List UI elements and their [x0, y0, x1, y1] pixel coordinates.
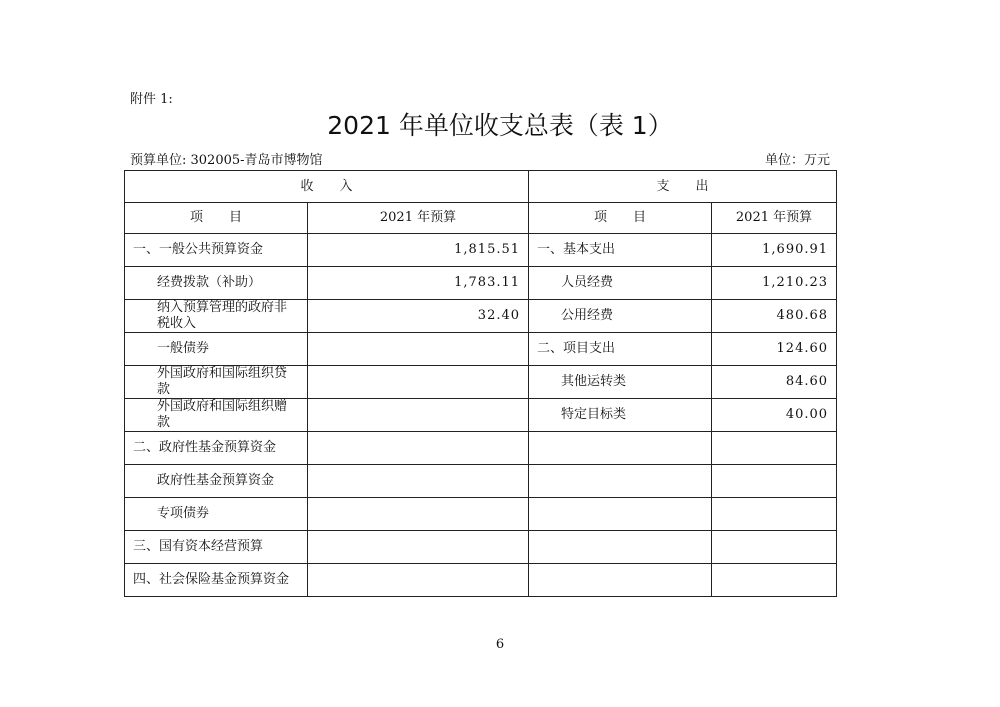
expense-value-cell [712, 498, 837, 531]
income-value-cell [308, 399, 529, 432]
income-item-column-header: 项 目 [125, 203, 308, 234]
expense-item-column-header: 项 目 [529, 203, 712, 234]
income-value-cell [308, 432, 529, 465]
expense-value-cell: 84.60 [712, 366, 837, 399]
income-value-cell [308, 564, 529, 597]
table-row [125, 234, 837, 267]
budget-unit-label: 预算单位: 302005-青岛市博物馆 [130, 153, 323, 168]
table-row [125, 333, 837, 366]
income-header: 收 入 [125, 171, 529, 203]
income-item-cell: 政府性基金预算资金 [125, 465, 308, 498]
income-value-cell [308, 498, 529, 531]
expense-value-cell: 1,690.91 [712, 234, 837, 267]
table-header-row-sections [125, 171, 837, 203]
table-row [125, 300, 837, 333]
table-row [125, 267, 837, 300]
expense-value-cell [712, 432, 837, 465]
expense-item-cell: 公用经费 [529, 300, 712, 333]
expense-item-cell [529, 432, 712, 465]
page-title: 2021 年单位收支总表（表 1） [327, 111, 673, 140]
income-value-cell: 32.40 [308, 300, 529, 333]
expense-item-cell [529, 564, 712, 597]
income-item-cell: 专项债券 [125, 498, 308, 531]
income-value-cell [308, 531, 529, 564]
expense-value-cell: 124.60 [712, 333, 837, 366]
expense-budget-column-header: 2021 年预算 [712, 203, 837, 234]
expense-value-cell: 40.00 [712, 399, 837, 432]
expense-item-cell [529, 465, 712, 498]
expense-item-cell: 二、项目支出 [529, 333, 712, 366]
page-number: 6 [495, 637, 505, 652]
income-budget-column-header: 2021 年预算 [308, 203, 529, 234]
table-row [125, 465, 837, 498]
income-value-cell [308, 333, 529, 366]
income-item-cell: 一、一般公共预算资金 [125, 234, 308, 267]
income-value-cell: 1,783.11 [308, 267, 529, 300]
table-row [125, 564, 837, 597]
income-value-cell: 1,815.51 [308, 234, 529, 267]
table-header-row-columns [125, 203, 837, 234]
income-item-cell: 三、国有资本经营预算 [125, 531, 308, 564]
expense-value-cell: 480.68 [712, 300, 837, 333]
expense-item-cell: 人员经费 [529, 267, 712, 300]
income-item-cell: 一般债券 [125, 333, 308, 366]
attachment-label: 附件 1: [130, 92, 173, 107]
income-value-cell [308, 366, 529, 399]
expense-item-cell: 其他运转类 [529, 366, 712, 399]
currency-unit-label: 单位：万元 [764, 153, 830, 168]
income-value-cell [308, 465, 529, 498]
expense-item-cell: 特定目标类 [529, 399, 712, 432]
expense-item-cell [529, 531, 712, 564]
expense-value-cell: 1,210.23 [712, 267, 837, 300]
table-row [125, 366, 837, 399]
income-item-cell: 经费拨款（补助） [125, 267, 308, 300]
income-item-cell: 四、社会保险基金预算资金 [125, 564, 308, 597]
expense-value-cell [712, 531, 837, 564]
expense-item-cell: 一、基本支出 [529, 234, 712, 267]
table-row [125, 399, 837, 432]
income-item-cell: 纳入预算管理的政府非税收入 [125, 300, 308, 333]
expense-value-cell [712, 465, 837, 498]
expense-item-cell [529, 498, 712, 531]
table-row [125, 432, 837, 465]
expense-value-cell [712, 564, 837, 597]
income-item-cell: 外国政府和国际组织贷款 [125, 366, 308, 399]
income-item-cell: 外国政府和国际组织赠款 [125, 399, 308, 432]
expense-header: 支 出 [529, 171, 837, 203]
budget-summary-table [124, 170, 837, 597]
income-item-cell: 二、政府性基金预算资金 [125, 432, 308, 465]
table-row [125, 498, 837, 531]
table-row [125, 531, 837, 564]
